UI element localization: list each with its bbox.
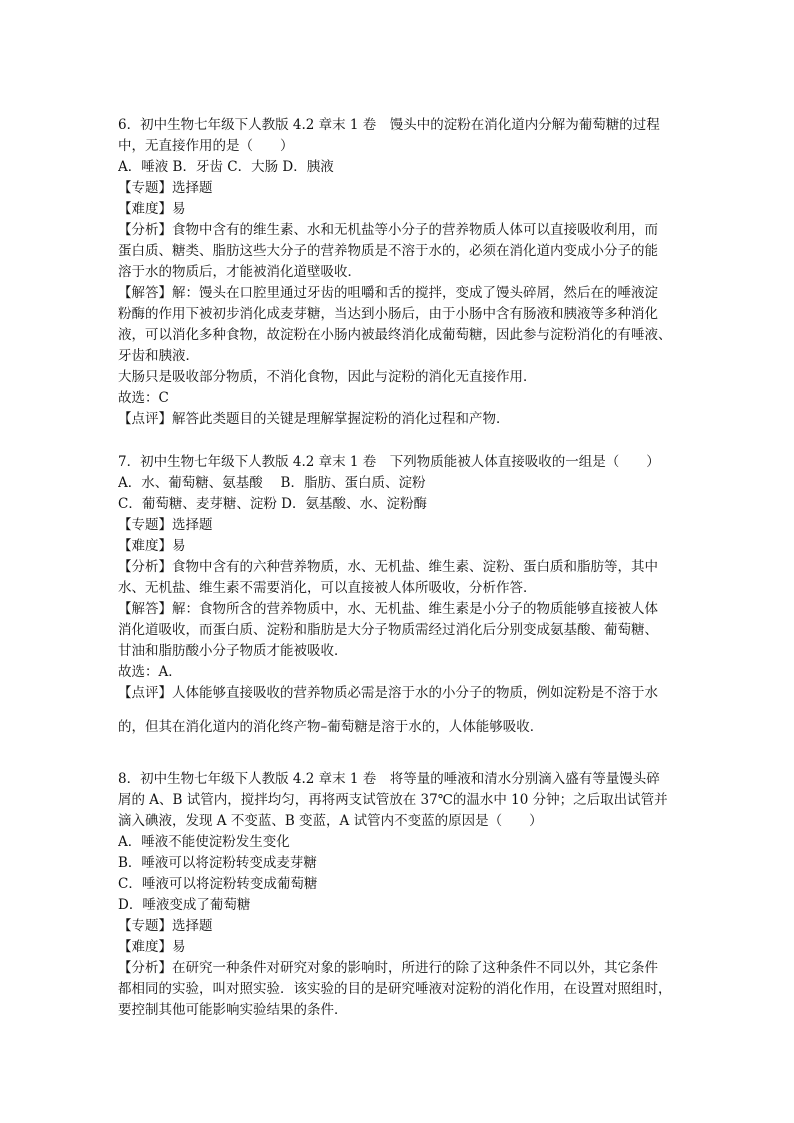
q7-analysis-line-1: 【分析】食物中含有的六种营养物质，水、无机盐、维生素、淀粉、蛋白质和脂肪等，其中 bbox=[118, 559, 658, 575]
question-6 bbox=[118, 115, 688, 430]
question-8 bbox=[118, 769, 688, 1021]
q6-answer-line-1: 【解答】解：馒头在口腔里通过牙齿的咀嚼和舌的搅拌，变成了馒头碎屑，然后在的唾液淀 bbox=[118, 285, 658, 301]
q7-options-line-1: A．水、葡萄糖、氨基酸 B．脂肪、蛋白质、淀粉 bbox=[118, 475, 426, 491]
q8-topic: 【专题】选择题 bbox=[118, 918, 213, 934]
q6-answer-line-5: 大肠只是吸收部分物质，不消化食物，因此与淀粉的消化无直接作用． bbox=[118, 369, 537, 385]
q8-stem-line-1: 8．初中生物七年级下人教版 4.2 章末 1 卷 将等量的唾液和清水分别滴入盛有等量馒头碎 bbox=[118, 771, 660, 787]
q6-answer-line-3: 液，可以消化多种食物，故淀粉在小肠内被最终消化成葡萄糖，因此参与淀粉消化的有唾液、 bbox=[118, 327, 672, 343]
q6-analysis-line-3: 溶于水的物质后，才能被消化道壁吸收． bbox=[118, 264, 361, 280]
q6-analysis-line-2: 蛋白质、糖类、脂肪这些大分子的营养物质是不溶于水的，必须在消化道内变成小分子的能 bbox=[118, 243, 658, 259]
q6-options: A．唾液 B．牙齿 C．大肠 D．胰液 bbox=[118, 159, 334, 175]
q7-choice: 故选：A． bbox=[118, 664, 182, 680]
q7-answer-line-1: 【解答】解：食物所含的营养物质中，水、无机盐、维生素是小分子的物质能够直接被人体 bbox=[118, 601, 658, 617]
q7-comment-line-1: 【点评】人体能够直接吸收的营养物质必需是溶于水的小分子的物质，例如淀粉是不溶于水 bbox=[118, 685, 658, 701]
q6-difficulty: 【难度】易 bbox=[118, 201, 186, 217]
q6-topic: 【专题】选择题 bbox=[118, 180, 213, 196]
q8-option-b: B．唾液可以将淀粉转变成麦芽糖 bbox=[118, 855, 317, 871]
document-page bbox=[118, 115, 688, 1021]
question-7 bbox=[118, 452, 688, 738]
q6-answer-line-2: 粉酶的作用下被初步消化成麦芽糖，当达到小肠后，由于小肠中含有肠液和胰液等多种消化 bbox=[118, 306, 658, 322]
q7-difficulty: 【难度】易 bbox=[118, 538, 186, 554]
q8-analysis-line-2: 都相同的实验，叫对照实验．该实验的目的是研究唾液对淀粉的消化作用，在设置对照组时， bbox=[118, 981, 672, 997]
q8-analysis-line-3: 要控制其他可能影响实验结果的条件． bbox=[118, 1002, 348, 1018]
q6-stem-line-2: 中，无直接作用的是（ ） bbox=[118, 138, 294, 154]
q6-analysis-line-1: 【分析】食物中含有的维生素、水和无机盐等小分子的营养物质人体可以直接吸收利用，而 bbox=[118, 222, 658, 238]
q8-option-a: A．唾液不能使淀粉发生变化 bbox=[118, 834, 290, 850]
q8-option-d: D．唾液变成了葡萄糖 bbox=[118, 897, 251, 913]
q8-stem-line-2: 屑的 A、B 试管内，搅拌均匀，再将两支试管放在 37℃的温水中 10 分钟；之后取出试管并 bbox=[118, 792, 668, 808]
q8-stem-line-3: 滴入碘液，发现 A 不变蓝、B 变蓝，A 试管内不变蓝的原因是（ ） bbox=[118, 813, 543, 829]
q7-answer-line-3: 甘油和脂肪酸小分子物质才能被吸收． bbox=[118, 643, 348, 659]
q7-answer-line-2: 消化道吸收，而蛋白质、淀粉和脂肪是大分子物质需经过消化后分别变成氨基酸、葡萄糖、 bbox=[118, 622, 658, 638]
q6-stem-line-1: 6．初中生物七年级下人教版 4.2 章末 1 卷 馒头中的淀粉在消化道内分解为葡萄糖的过程 bbox=[118, 117, 660, 133]
q8-option-c: C．唾液可以将淀粉转变成葡萄糖 bbox=[118, 876, 318, 892]
q6-answer-line-4: 牙齿和胰液． bbox=[118, 348, 199, 364]
q8-analysis-line-1: 【分析】在研究一种条件对研究对象的影响时，所进行的除了这种条件不同以外，其它条件 bbox=[118, 960, 658, 976]
q6-choice: 故选：C bbox=[118, 390, 169, 406]
q7-comment-line-2: 的，但其在消化道内的消化终产物–葡萄糖是溶于水的，人体能够吸收． bbox=[118, 719, 544, 735]
q7-analysis-line-2: 水、无机盐、维生素不需要消化，可以直接被人体所吸收，分析作答． bbox=[118, 580, 537, 596]
q7-stem-line-1: 7．初中生物七年级下人教版 4.2 章末 1 卷 下列物质能被人体直接吸收的一组是（ ） bbox=[118, 454, 660, 470]
q6-comment: 【点评】解答此类题目的关键是理解掌握淀粉的消化过程和产物． bbox=[118, 411, 510, 427]
q8-difficulty: 【难度】易 bbox=[118, 939, 186, 955]
q7-topic: 【专题】选择题 bbox=[118, 517, 213, 533]
q7-options-line-2: C．葡萄糖、麦芽糖、淀粉 D．氨基酸、水、淀粉酶 bbox=[118, 496, 427, 512]
